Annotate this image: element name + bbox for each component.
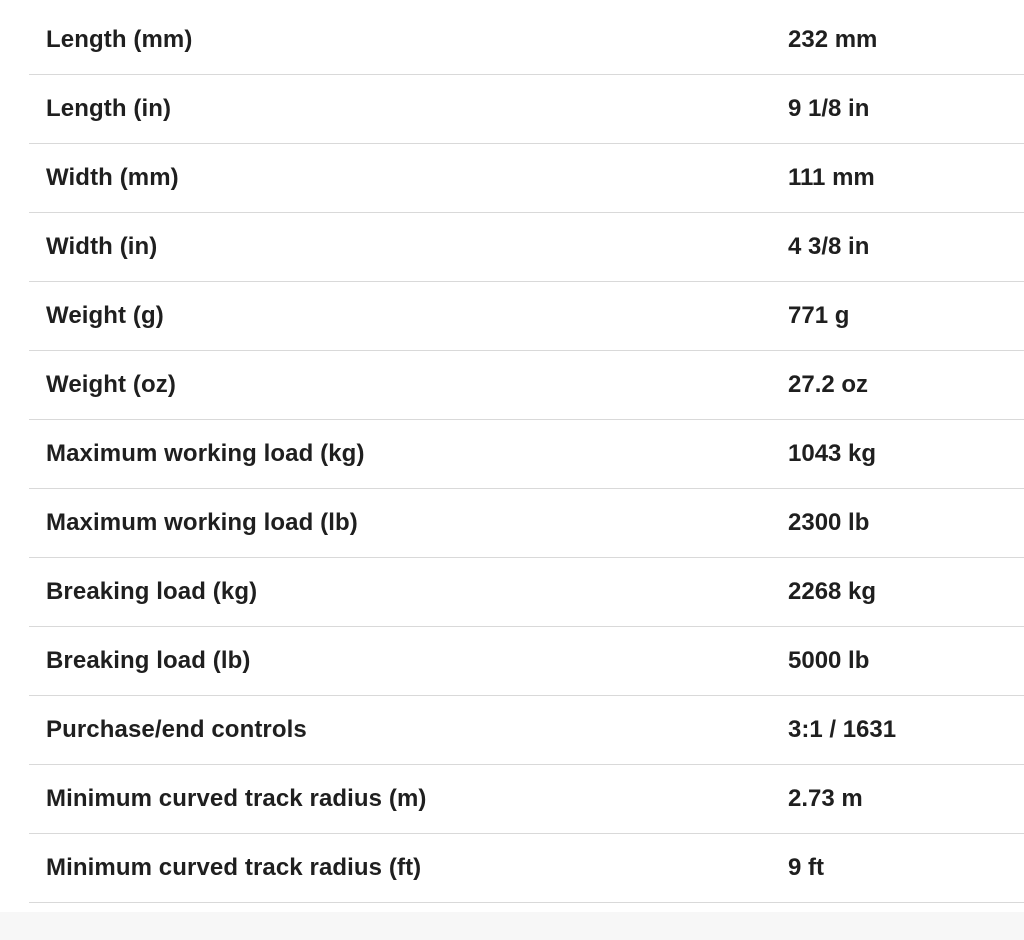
spec-label: Width (in) bbox=[46, 233, 158, 260]
spec-value: 232 mm bbox=[788, 26, 878, 53]
spec-label: Length (in) bbox=[46, 95, 172, 122]
table-row bbox=[29, 834, 1024, 903]
table-row bbox=[29, 282, 1024, 351]
spec-label: Weight (g) bbox=[46, 302, 164, 329]
table-row bbox=[29, 144, 1024, 213]
table-row bbox=[29, 351, 1024, 420]
spec-label: Breaking load (kg) bbox=[46, 578, 258, 605]
table-row bbox=[29, 75, 1024, 144]
spec-value: 3:1 / 1631 bbox=[788, 716, 897, 743]
spec-value: 2268 kg bbox=[788, 578, 877, 605]
table-row bbox=[29, 420, 1024, 489]
spec-label: Purchase/end controls bbox=[46, 716, 307, 743]
page-bottom-background bbox=[0, 912, 1024, 940]
spec-value: 1043 kg bbox=[788, 440, 877, 467]
table-row bbox=[29, 627, 1024, 696]
spec-label: Maximum working load (kg) bbox=[46, 440, 365, 467]
table-row bbox=[29, 489, 1024, 558]
table-row bbox=[29, 696, 1024, 765]
spec-label: Minimum curved track radius (m) bbox=[46, 785, 427, 812]
spec-value: 27.2 oz bbox=[788, 371, 869, 398]
spec-value: 4 3/8 in bbox=[788, 233, 870, 260]
table-row bbox=[29, 213, 1024, 282]
spec-value: 2300 lb bbox=[788, 509, 870, 536]
spec-value: 9 ft bbox=[788, 854, 824, 881]
table-row bbox=[29, 6, 1024, 75]
spec-label: Width (mm) bbox=[46, 164, 179, 191]
table-row bbox=[29, 765, 1024, 834]
spec-value: 9 1/8 in bbox=[788, 95, 870, 122]
spec-label: Maximum working load (lb) bbox=[46, 509, 358, 536]
spec-label: Weight (oz) bbox=[46, 371, 176, 398]
spec-value: 771 g bbox=[788, 302, 850, 329]
table-row bbox=[29, 558, 1024, 627]
specifications-table bbox=[29, 6, 1024, 903]
spec-label: Length (mm) bbox=[46, 26, 193, 53]
spec-value: 2.73 m bbox=[788, 785, 863, 812]
spec-label: Breaking load (lb) bbox=[46, 647, 251, 674]
spec-value: 5000 lb bbox=[788, 647, 870, 674]
spec-value: 111 mm bbox=[788, 164, 875, 191]
spec-label: Minimum curved track radius (ft) bbox=[46, 854, 422, 881]
